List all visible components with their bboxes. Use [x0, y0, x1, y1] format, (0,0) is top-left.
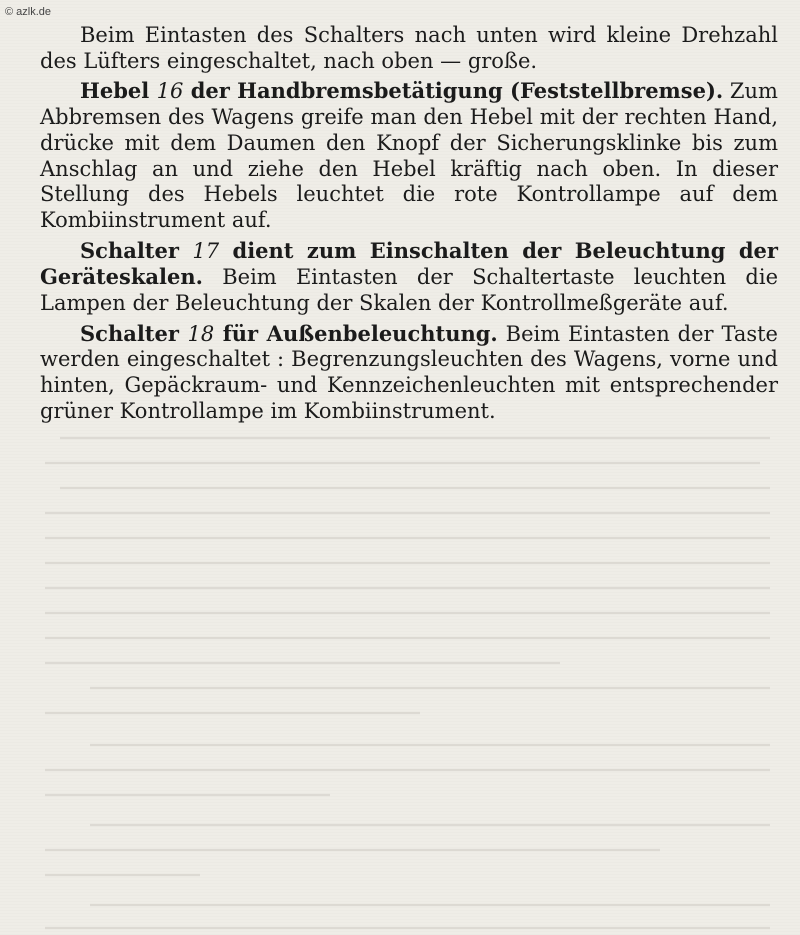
- paragraph-text: Zum Abbremsen des Wagens greife man den Hebel mit der rechten Hand, drücke mit dem Daumen den Knopf der Sicherungsklinke bis zum Anschlag an und ziehe den Hebel kräftig nach oben. In dieser Stellung des Hebels leuchtet die rote Kontrollampe auf dem Kombiinstrument auf.: [40, 79, 778, 232]
- paragraph-heading: Schalter: [80, 237, 193, 263]
- copyright-watermark: © azlk.de: [5, 6, 52, 18]
- paragraph-heading: Hebel: [80, 78, 157, 104]
- paragraph-heading-rest: dient zum Einschalten der Beleuchtung der Geräteskalen.: [40, 237, 778, 290]
- paragraph-handbrake-lever: [40, 78, 778, 233]
- paragraph-text: Beim Eintasten des Schalters nach unten wird kleine Drehzahl des Lüfters eingeschaltet, nach oben — große.: [40, 23, 778, 73]
- paragraph-text: Beim Eintasten der Taste werden eingeschaltet : Begrenzungsleuchten des Wagens, vorne und hinten, Gepäckraum- und Kennzeichenleuchten mit entsprechender grüner Kontrollampe im Kombiinstrument.: [40, 321, 778, 423]
- paragraph-heading-rest: für Außenbeleuchtung.: [214, 320, 498, 346]
- document-body: [40, 22, 778, 425]
- item-number: 18: [187, 321, 215, 346]
- paragraph-fan-switch: [40, 22, 778, 74]
- item-number: 17: [192, 238, 220, 263]
- paragraph-gauge-lighting-switch: [40, 238, 778, 317]
- paragraph-heading-rest: der Handbremsbetätigung (Feststellbremse).: [183, 78, 724, 104]
- paragraph-exterior-lighting-switch: [40, 321, 778, 425]
- paragraph-heading: Schalter: [80, 320, 188, 346]
- paragraph-text: Beim Eintasten der Schaltertaste leuchten die Lampen der Beleuchtung der Skalen der Kontrollmeßgeräte auf.: [40, 265, 778, 316]
- item-number: 16: [156, 79, 184, 104]
